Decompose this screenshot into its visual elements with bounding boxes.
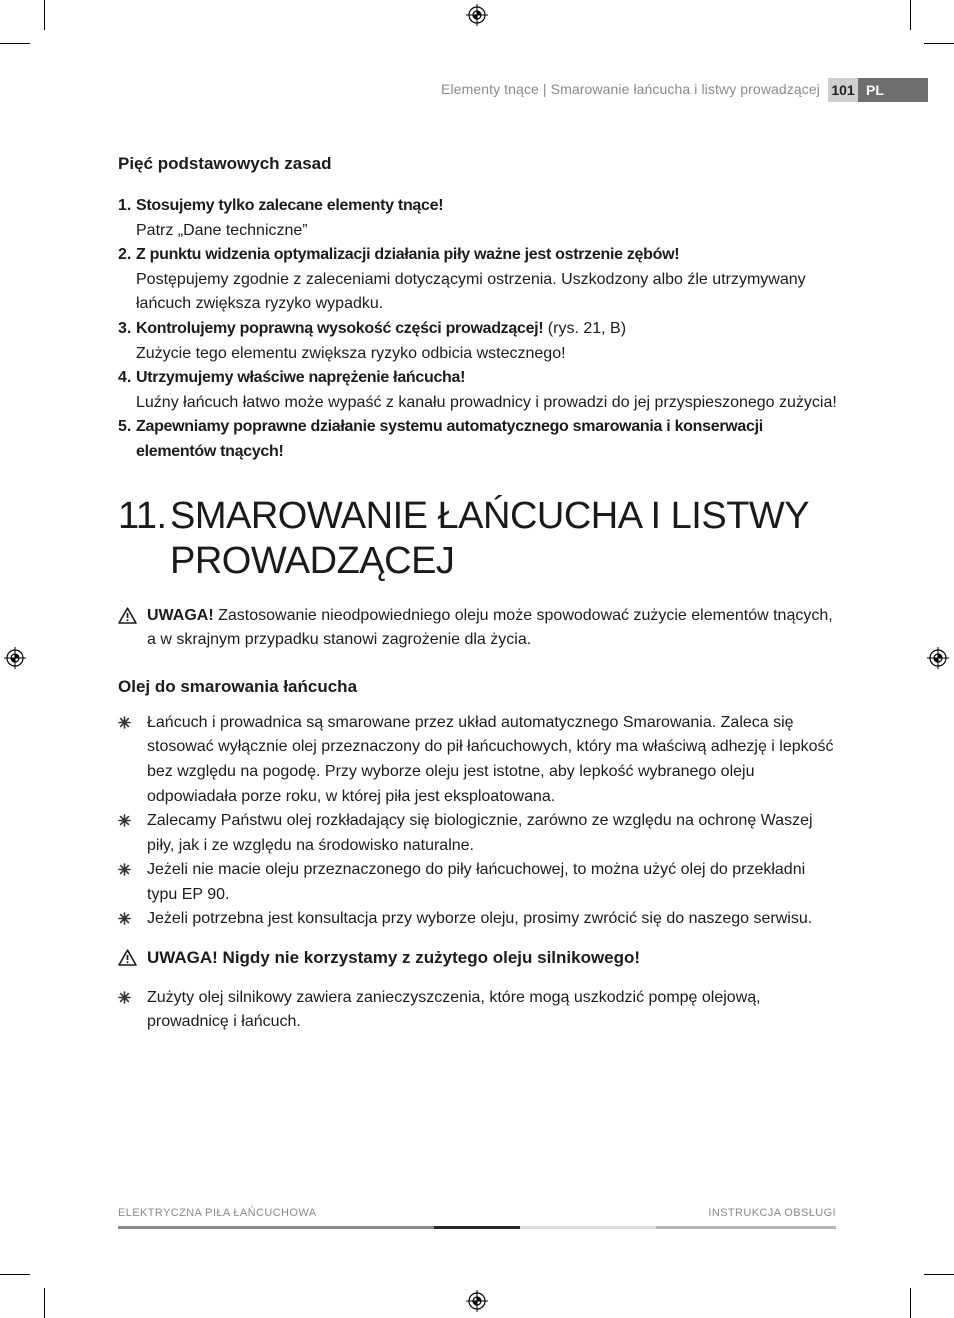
chapter-title — [118, 494, 838, 584]
chapter-number: 11. — [118, 494, 167, 537]
principle-title: Z punktu widzenia optymalizacji działania piły ważne jest ostrzenie zębów! — [136, 246, 680, 264]
principles-heading: Pięć podstawowych zasad — [118, 154, 332, 173]
principle-text: Postępujemy zgodnie z zaleceniami dotyczącymi ostrzenia. Uszkodzony albo źle utrzymywany łańcuch zwiększa ryzyko wypadku. — [136, 270, 806, 313]
principle-item — [118, 194, 838, 243]
footer-left: ELEKTRYCZNA PIŁA ŁAŃCUCHOWA — [118, 1207, 317, 1219]
crop-mark — [44, 1288, 45, 1318]
principles-list — [118, 194, 838, 465]
registration-mark-icon — [4, 647, 26, 669]
bullet-icon — [118, 991, 131, 1004]
footer-bar — [118, 1226, 434, 1229]
bullet-icon — [118, 912, 131, 925]
principle-text: Patrz „Dane techniczne” — [136, 221, 308, 239]
registration-mark-icon — [466, 4, 488, 26]
principle-item — [118, 415, 838, 464]
bullet-icon — [118, 716, 131, 729]
bullet-icon — [118, 863, 131, 876]
principle-number: 2. — [118, 246, 132, 264]
principle-title: Stosujemy tylko zalecane elementy tnące! — [136, 197, 444, 214]
bullet-item — [118, 809, 838, 858]
warning-text: UWAGA! Nigdy nie korzystamy z zużytego oleju silnikowego! — [147, 948, 641, 968]
oil-bullet-list — [118, 711, 838, 932]
chapter-title-text: SMAROWANIE ŁAŃCUCHA I LISTWY PROWADZĄCEJ — [170, 494, 809, 582]
bullet-text: Łańcuch i prowadnica są smarowane przez układ automatycznego Smarowania. Zaleca się stosować wyłącznie olej przeznaczony do pił łańcuchowych, który ma właściwą adhezję i lepkość bez względu na pogodę. Przy wyborze oleju jest istotne, aby lepkość wybranego oleju odpowiadała porze roku, w której piła jest eksploatowana. — [147, 713, 834, 805]
principle-title: Utrzymujemy właściwe naprężenie łańcucha! — [136, 369, 466, 387]
crop-mark — [0, 43, 30, 44]
principle-reference: (rys. 21, B) — [543, 319, 627, 337]
warning-icon — [118, 607, 137, 624]
main-content — [118, 154, 838, 1035]
principle-title: Kontrolujemy poprawną wysokość części prowadzącej! — [136, 319, 544, 337]
warning-block — [118, 604, 838, 653]
bullet-icon — [118, 814, 131, 827]
principle-item — [118, 366, 838, 415]
registration-mark-icon — [466, 1290, 488, 1312]
crop-mark — [910, 0, 911, 30]
principle-number: 1. — [118, 197, 132, 214]
crop-mark — [910, 1288, 911, 1318]
running-title: Elementy tnące | Smarowanie łańcucha i listwy prowadzącej — [441, 81, 820, 97]
crop-mark — [44, 0, 45, 30]
page-header — [0, 78, 954, 102]
footer-right: INSTRUKCJA OBSŁUGI — [708, 1207, 836, 1219]
crop-mark — [0, 1274, 30, 1275]
registration-mark-icon — [927, 647, 949, 669]
principle-item — [118, 243, 838, 317]
bullet-item — [118, 986, 838, 1035]
bullet-item — [118, 907, 838, 932]
used-oil-bullet-list — [118, 986, 838, 1035]
warning-label: UWAGA! — [147, 606, 214, 624]
bullet-text: Zalecamy Państwu olej rozkładający się biologicznie, zarówno ze względu na ochronę Waszej piły, jak i ze względu na środowisko naturalne. — [147, 812, 813, 854]
footer-bar — [434, 1226, 520, 1229]
principle-title: Zapewniamy poprawne działanie systemu automatycznego smarowania i konserwacji elementów tnących! — [136, 418, 763, 460]
crop-mark — [924, 43, 954, 44]
principle-number: 3. — [118, 319, 132, 337]
footer-bar — [656, 1226, 836, 1229]
bullet-item — [118, 711, 838, 809]
crop-mark — [924, 1274, 954, 1275]
principle-item — [118, 317, 838, 366]
principle-text: Zużycie tego elementu zwiększa ryzyko odbicia wstecznego! — [136, 344, 566, 362]
bullet-text: Zużyty olej silnikowy zawiera zanieczyszczenia, które mogą uszkodzić pompę olejową, prowadnicę i łańcuch. — [147, 988, 761, 1031]
bullet-item — [118, 858, 838, 907]
page-number: 101 — [828, 78, 858, 102]
principle-number: 5. — [118, 418, 132, 436]
principle-text: Luźny łańcuch łatwo może wypaść z kanału prowadnicy i prowadzi do jej przyspieszonego zużycia! — [136, 393, 837, 411]
footer-bar — [520, 1226, 656, 1229]
principle-number: 4. — [118, 369, 132, 387]
bullet-text: Jeżeli potrzebna jest konsultacja przy wyborze oleju, prosimy zwrócić się do naszego serwisu. — [147, 910, 813, 928]
bullet-text: Jeżeli nie macie oleju przeznaczonego do piły łańcuchowej, to można użyć olej do przekładni typu EP 90. — [147, 861, 806, 903]
warning-text: Zastosowanie nieodpowiedniego oleju może spowodować zużycie elementów tnących, a w skrajnym przypadku stanowi zagrożenie dla życia. — [147, 606, 833, 649]
oil-heading: Olej do smarowania łańcucha — [118, 676, 358, 696]
language-tab: PL — [858, 78, 928, 102]
warning-block — [118, 946, 838, 972]
warning-icon — [118, 949, 137, 966]
